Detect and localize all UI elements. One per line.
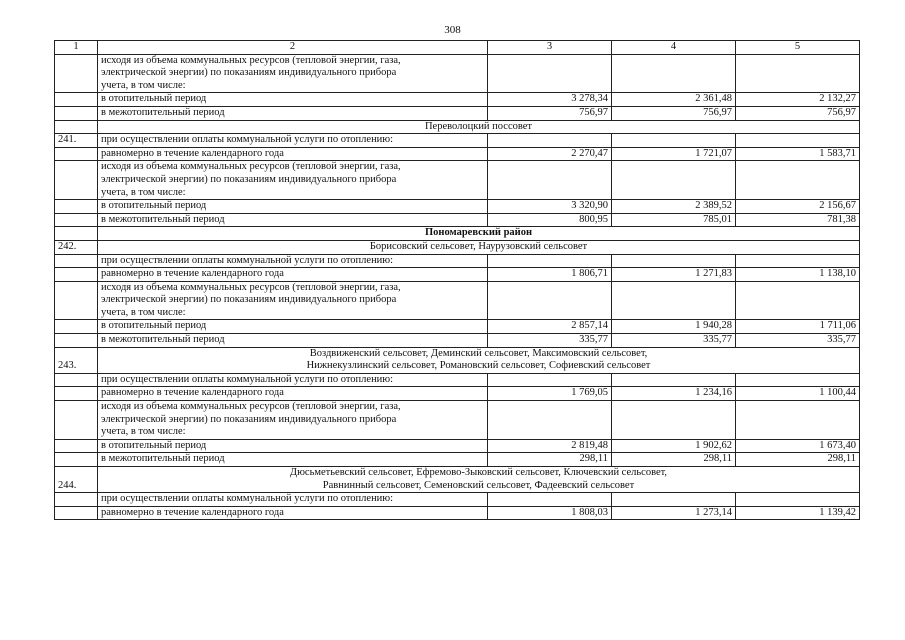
table-row [55, 213, 860, 227]
header-cell-5: 5 [736, 41, 860, 55]
row-number-cell [55, 106, 98, 120]
value-col-5: 1 711,06 [736, 320, 860, 334]
text-line: Борисовский сельсовет, Наурузовский сельсовет [369, 240, 588, 252]
district-title: Пономаревский район [98, 227, 860, 241]
row-label: равномерно в течение календарного года [98, 506, 488, 520]
value-col-5 [736, 373, 860, 387]
row-number: 242. [55, 240, 98, 254]
value-col-4: 298,11 [612, 453, 736, 467]
value-col-3: 1 806,71 [488, 268, 612, 282]
row-number-cell [55, 120, 98, 134]
value-col-3: 298,11 [488, 453, 612, 467]
row-label: в межотопительный период [98, 106, 488, 120]
row-label: при осуществлении оплаты коммунальной услуги по отоплению: [98, 134, 488, 148]
text-line: учета, в том числе: [101, 79, 186, 91]
header-cell-4: 4 [612, 41, 736, 55]
value-col-5: 756,97 [736, 106, 860, 120]
value-col-4 [612, 401, 736, 440]
row-number-cell [55, 54, 98, 93]
text-line: учета, в том числе: [101, 306, 186, 318]
text-line: Дюсьметьевский сельсовет, Ефремово-Зыковский сельсовет, Ключевский сельсовет, [289, 467, 668, 478]
text-line: Воздвиженский сельсовет, Деминский сельсовет, Максимовский сельсовет, [309, 347, 648, 359]
row-number: 244. [55, 467, 98, 493]
value-col-5: 1 139,42 [736, 506, 860, 520]
text-line: электрической энергии) по показаниям индивидуального прибора [101, 294, 397, 306]
value-col-4 [612, 254, 736, 268]
value-col-5 [736, 254, 860, 268]
value-col-5 [736, 493, 860, 507]
value-col-4: 1 721,07 [612, 147, 736, 161]
row-label: в отопительный период [98, 320, 488, 334]
value-col-4 [612, 493, 736, 507]
value-col-3: 3 278,34 [488, 93, 612, 107]
row-number-cell [55, 93, 98, 107]
value-col-5: 1 673,40 [736, 439, 860, 453]
table-header-row [55, 41, 860, 55]
header-cell-2: 2 [98, 41, 488, 55]
row-label [98, 54, 488, 93]
row-number-cell [55, 506, 98, 520]
text-line: электрической энергии) по показаниям индивидуального прибора [101, 67, 397, 79]
row-number-cell [55, 373, 98, 387]
header-cell-1: 1 [55, 41, 98, 55]
value-col-5 [736, 54, 860, 93]
value-col-5: 1 583,71 [736, 147, 860, 161]
value-col-4: 1 940,28 [612, 320, 736, 334]
table-row [55, 106, 860, 120]
value-col-5: 298,11 [736, 453, 860, 467]
value-col-4 [612, 161, 736, 200]
value-col-4: 2 389,52 [612, 200, 736, 214]
text-line: Нижнекузлинский сельсовет, Романовский сельсовет, Софиевский сельсовет [306, 360, 651, 372]
row-number-cell [55, 320, 98, 334]
text-line: исходя из объема коммунальных ресурсов (тепловой энергии, газа, [101, 281, 401, 293]
table-row [55, 387, 860, 401]
value-col-5 [736, 401, 860, 440]
table-row [55, 281, 860, 320]
text-line: электрической энергии) по показаниям индивидуального прибора [101, 173, 397, 185]
row-number-cell [55, 254, 98, 268]
value-col-3 [488, 493, 612, 507]
section-title [98, 347, 860, 373]
value-col-5: 781,38 [736, 213, 860, 227]
value-col-4: 2 361,48 [612, 93, 736, 107]
header-cell-3: 3 [488, 41, 612, 55]
numbered-section-row [55, 240, 860, 254]
value-col-3: 756,97 [488, 106, 612, 120]
row-number-cell [55, 439, 98, 453]
value-col-4: 1 902,62 [612, 439, 736, 453]
table-row [55, 254, 860, 268]
row-number-cell [55, 200, 98, 214]
text-line: исходя из объема коммунальных ресурсов (тепловой энергии, газа, [101, 161, 401, 173]
row-label: в межотопительный период [98, 453, 488, 467]
value-col-5: 2 132,27 [736, 93, 860, 107]
value-col-4: 335,77 [612, 334, 736, 348]
row-number-cell [55, 387, 98, 401]
numbered-row [55, 134, 860, 148]
value-col-5: 1 138,10 [736, 268, 860, 282]
table-body [55, 41, 860, 520]
section-row [55, 120, 860, 134]
row-number: 241. [55, 134, 98, 148]
value-col-5 [736, 281, 860, 320]
row-number: 243. [55, 347, 98, 373]
value-col-3: 1 769,05 [488, 387, 612, 401]
page-number: 308 [444, 24, 461, 36]
value-col-5: 1 100,44 [736, 387, 860, 401]
value-col-4: 1 234,16 [612, 387, 736, 401]
value-col-4 [612, 281, 736, 320]
numbered-section-row [55, 467, 860, 493]
table-row [55, 54, 860, 93]
value-col-3 [488, 401, 612, 440]
value-col-4: 1 273,14 [612, 506, 736, 520]
table-row [55, 401, 860, 440]
text-line: электрической энергии) по показаниям индивидуального прибора [101, 413, 397, 425]
value-col-5: 2 156,67 [736, 200, 860, 214]
text-line: учета, в том числе: [101, 426, 186, 438]
value-col-4 [612, 134, 736, 148]
value-col-4: 785,01 [612, 213, 736, 227]
value-col-5 [736, 134, 860, 148]
row-number-cell [55, 281, 98, 320]
table-row [55, 200, 860, 214]
row-number-cell [55, 147, 98, 161]
value-col-5 [736, 161, 860, 200]
text-line: Равнинный сельсовет, Семеновский сельсовет, Фадеевский сельсовет [322, 479, 635, 491]
table-row [55, 93, 860, 107]
table-row [55, 373, 860, 387]
value-col-3: 335,77 [488, 334, 612, 348]
row-label: равномерно в течение календарного года [98, 387, 488, 401]
row-label: в отопительный период [98, 439, 488, 453]
row-label: равномерно в течение календарного года [98, 268, 488, 282]
row-number-cell [55, 227, 98, 241]
table-row [55, 439, 860, 453]
table-row [55, 320, 860, 334]
value-col-3 [488, 161, 612, 200]
value-col-3 [488, 281, 612, 320]
text-line: исходя из объема коммунальных ресурсов (тепловой энергии, газа, [101, 54, 401, 66]
row-label: при осуществлении оплаты коммунальной услуги по отоплению: [98, 373, 488, 387]
row-number-cell [55, 334, 98, 348]
row-label [98, 281, 488, 320]
value-col-4 [612, 54, 736, 93]
row-label [98, 161, 488, 200]
row-label: в межотопительный период [98, 334, 488, 348]
table-row [55, 506, 860, 520]
value-col-3 [488, 134, 612, 148]
table-row [55, 161, 860, 200]
district-row [55, 227, 860, 241]
row-label: в отопительный период [98, 200, 488, 214]
table-row [55, 334, 860, 348]
numbered-section-row [55, 347, 860, 373]
section-title [98, 240, 860, 254]
table-row [55, 268, 860, 282]
table-row [55, 147, 860, 161]
row-label: при осуществлении оплаты коммунальной услуги по отоплению: [98, 254, 488, 268]
value-col-4 [612, 373, 736, 387]
text-line: исходя из объема коммунальных ресурсов (тепловой энергии, газа, [101, 401, 401, 413]
row-number-cell [55, 213, 98, 227]
row-label: равномерно в течение календарного года [98, 147, 488, 161]
row-number-cell [55, 401, 98, 440]
value-col-3 [488, 54, 612, 93]
section-title: Переволоцкий поссовет [98, 120, 860, 134]
row-number-cell [55, 493, 98, 507]
section-title [98, 467, 860, 493]
row-label: в отопительный период [98, 93, 488, 107]
row-label: при осуществлении оплаты коммунальной услуги по отоплению: [98, 493, 488, 507]
value-col-3: 2 819,48 [488, 439, 612, 453]
tariff-table [54, 40, 860, 520]
value-col-5: 335,77 [736, 334, 860, 348]
table-row [55, 453, 860, 467]
value-col-4: 756,97 [612, 106, 736, 120]
row-number-cell [55, 453, 98, 467]
value-col-3: 2 270,47 [488, 147, 612, 161]
row-label [98, 401, 488, 440]
value-col-4: 1 271,83 [612, 268, 736, 282]
table-row [55, 493, 860, 507]
value-col-3 [488, 254, 612, 268]
value-col-3: 2 857,14 [488, 320, 612, 334]
row-number-cell [55, 268, 98, 282]
value-col-3: 3 320,90 [488, 200, 612, 214]
row-number-cell [55, 161, 98, 200]
value-col-3: 800,95 [488, 213, 612, 227]
value-col-3 [488, 373, 612, 387]
text-line: учета, в том числе: [101, 186, 186, 198]
value-col-3: 1 808,03 [488, 506, 612, 520]
row-label: в межотопительный период [98, 213, 488, 227]
